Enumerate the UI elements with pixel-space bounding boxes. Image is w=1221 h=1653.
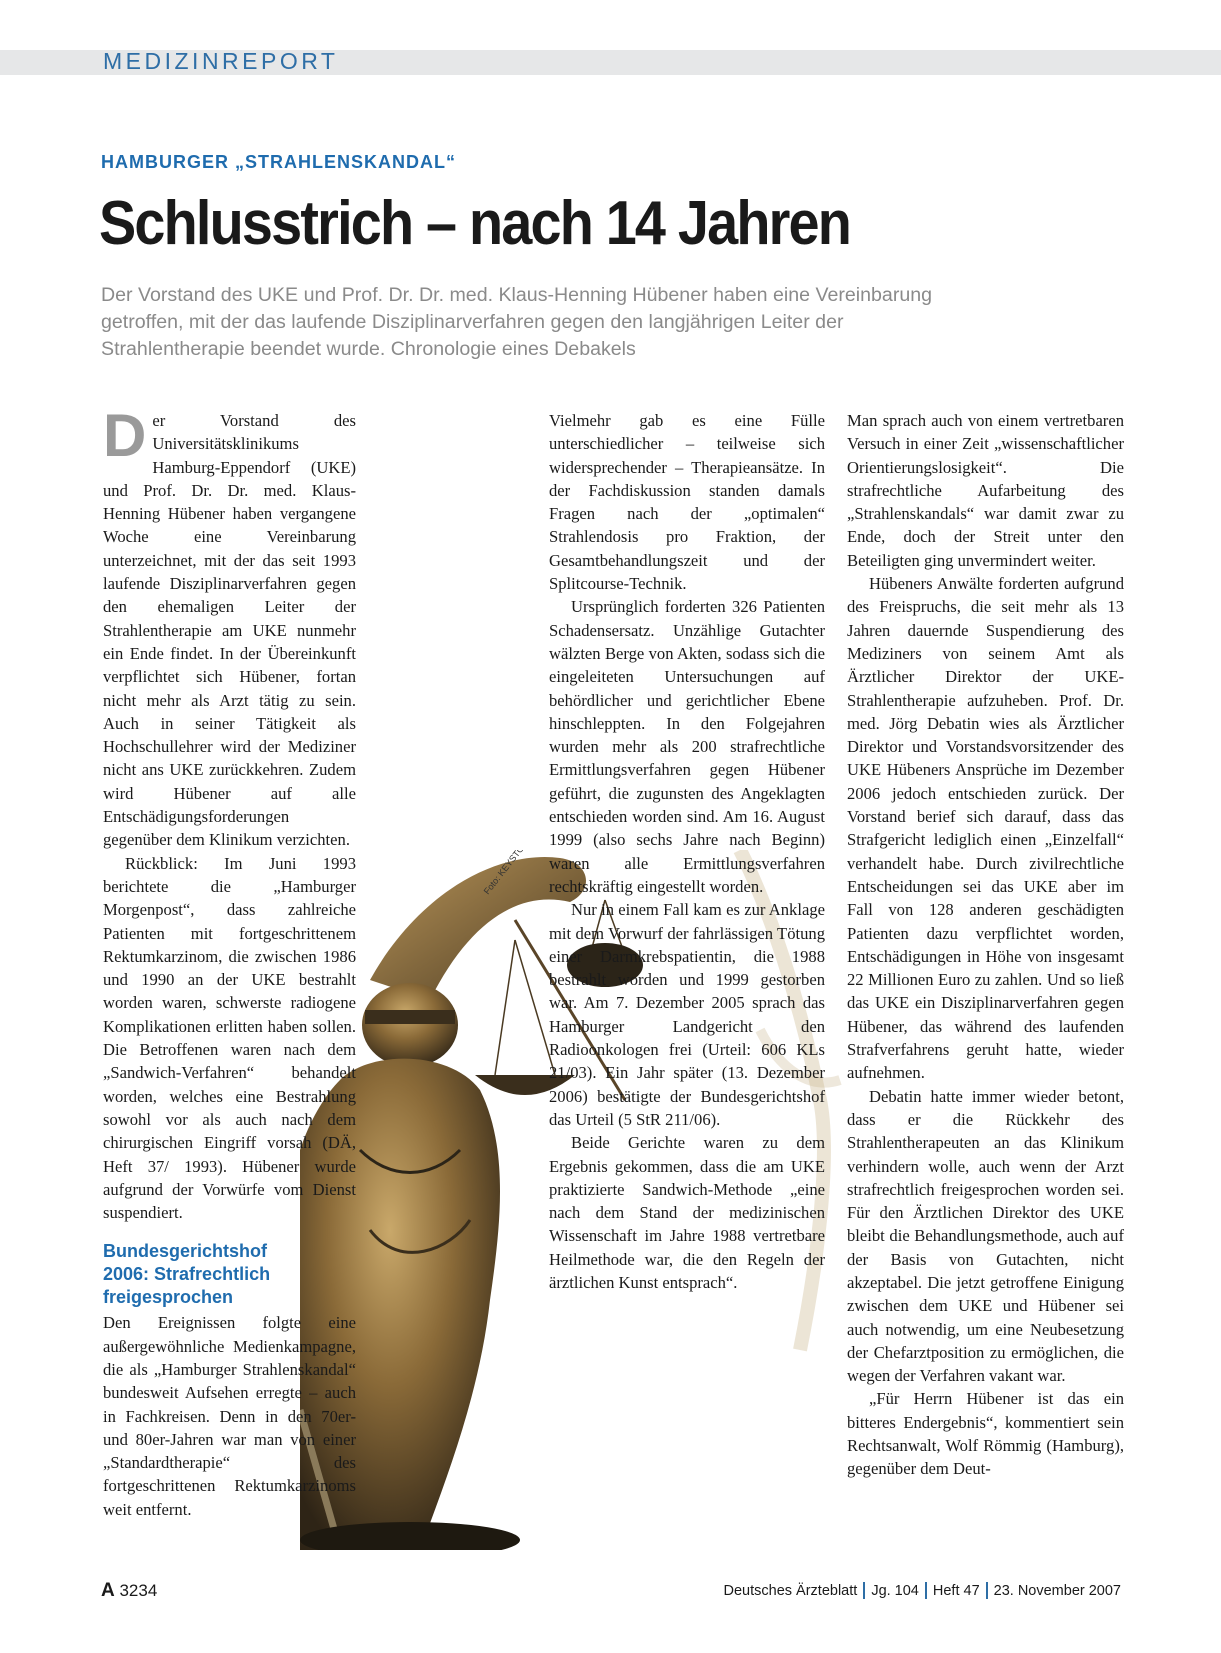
article-kicker: HAMBURGER „STRAHLENSKANDAL“ bbox=[101, 152, 456, 172]
paragraph: Den Ereignissen folgte eine außergewöhnliche Medienkampagne, die als „Hamburger Strahlenskandal“ bundesweit Aufsehen erregte – auch in Fachkreisen. Denn in den 70er- und 80er-Jahren war man von einer „Standardtherapie“ des fortgeschrittenen Rektumkarzinoms weit entfernt. bbox=[103, 1313, 356, 1519]
divider bbox=[986, 1582, 988, 1599]
drop-cap: D bbox=[103, 402, 147, 469]
issue-date: 23. November 2007 bbox=[993, 1582, 1121, 1599]
paragraph: Nur in einem Fall kam es zur Anklage mit dem Vorwurf der fahrlässigen Tötung einer Darmkrebspatientin, die 1988 bestrahlt worden und 1999 gestorben war. Am 7. Dezember 2005 sprach das Hamburger Landgericht den Radioonkologen frei (Urteil: 606 KLs 21/03). Ein Jahr später (13. Dezember 2006) bestätigte der Bundesgerichtshof das Urteil (5 StR 211/06). bbox=[549, 900, 825, 1129]
article-lead: Der Vorstand des UKE und Prof. Dr. Dr. med. Klaus-Henning Hübener haben eine Vereinbarung getroffen, mit der das laufende Disziplinarverfahren gegen den langjährigen Leiter der Strahlentherapie beendet wurde. Chronologie eines Debakels bbox=[101, 284, 933, 360]
paragraph: Der Vorstand des Universitätsklinikums Hamburg-Eppendorf (UKE) und Prof. Dr. Dr. med. Klaus-Henning Hübener haben vergangene Woche eine Vereinbarung unterzeichnet, mit der das seit 1993 laufende Disziplinarverfahren gegen den ehemaligen Leiter der Strahlentherapie am UKE nunmehr ein Ende findet. In der Übereinkunft verpflichtet sich Hübener, fortan nicht mehr als Arzt tätig zu sein. Auch in seiner Tätigkeit als Hochschullehrer wird der Mediziner nicht ans UKE zurückkehren. Zudem wird Hübener auf alle Entschädigungsforderungen gegenüber dem Klinikum verzichten. bbox=[103, 402, 356, 850]
article-headline: Schlusstrich – nach 14 Jahren bbox=[99, 189, 851, 258]
page-number: A 3234 bbox=[101, 1580, 158, 1601]
article-column-3 bbox=[847, 409, 1124, 1481]
article-column-1 bbox=[103, 402, 356, 1521]
paragraph: Hübeners Anwälte forderten aufgrund des Freispruchs, die seit mehr als 13 Jahren dauernde Suspendierung des Mediziners von seinem Amt als Ärztlicher Direktor der UKE-Strahlentherapie aufzuheben. Prof. Dr. med. Jörg Debatin wies als Ärztlicher Direktor und Vorstandsvorsitzender des UKE Hübeners Ansprüche im Dezember 2006 jedoch entschieden zurück. Der Vorstand berief sich darauf, dass das Strafgericht lediglich einen „Einzelfall“ verhandelt habe. Durch zivilrechtliche Entscheidungen sei das UKE aber im Fall von 128 anderen geschädigten Patienten dazu verpflichtet worden, Entschädigungen in Höhe von insgesamt 22 Millionen Euro zu zahlen. Und so ließ das UKE ein Disziplinarverfahren gegen Hübener, das während des laufenden Strafverfahrens geruht hatte, wieder aufnehmen. bbox=[847, 574, 1124, 1083]
section-label: MEDIZINREPORT bbox=[103, 48, 339, 74]
divider bbox=[863, 1582, 865, 1599]
article-column-2 bbox=[549, 409, 825, 1294]
paragraph: Vielmehr gab es eine Fülle unterschiedlicher – teilweise sich widersprechender – Therapieansätze. In der Fachdiskussion standen damals Fragen nach der „optimalen“ Strahlendosis pro Fraktion, der Gesamtbehandlungszeit und der Splitcourse-Technik. bbox=[549, 411, 825, 594]
paragraph: Beide Gerichte waren zu dem Ergebnis gekommen, dass die am UKE praktizierte Sandwich-Methode „eine nach dem Stand der medizinischen Wissenschaft im Jahre 1988 vertretbare Heilmethode war, die den Regeln der ärztlichen Kunst entsprach“. bbox=[549, 1133, 825, 1292]
journal-info bbox=[724, 1582, 1121, 1599]
paragraph: Ursprünglich forderten 326 Patienten Schadensersatz. Unzählige Gutachter wälzten Berge von Akten, sodass sich die eingeleiteten Untersuchungen auf behördlicher und gerichtlicher Ebene hinschleppten. In den Folgejahren wurden mehr als 200 strafrechtliche Ermittlungsverfahren gegen Hübener geführt, die zugunsten des Angeklagten entschieden worden sind. Am 16. August 1999 (also sechs Jahre nach Beginn) waren alle Ermittlungsverfahren rechtskräftig eingestellt worden. bbox=[549, 597, 825, 896]
subheading: Bundesgerichtshof 2006: Strafrechtlich freigesprochen bbox=[103, 1241, 271, 1308]
journal-volume: Jg. 104 bbox=[871, 1582, 919, 1599]
journal-issue: Heft 47 bbox=[932, 1582, 980, 1599]
divider bbox=[925, 1582, 927, 1599]
paragraph: Man sprach auch von einem vertretbaren Versuch in einer Zeit „wissenschaftlicher Orientierungslosigkeit“. Die strafrechtliche Aufarbeitung des „Strahlenskandals“ war damit zwar zu Ende, doch der Streit unter den Beteiligten ging unvermindert weiter. bbox=[847, 411, 1124, 570]
paragraph: Debatin hatte immer wieder betont, dass er die Rückkehr des Strahlentherapeuten an das Klinikum verhindern wolle, auch wenn der Arzt strafrechtlich freigesprochen worden sei. Für den Ärztlichen Direktor des UKE bleibt die Behandlungsmethode, auch auf der Basis von Gutachten, nicht akzeptabel. Die jetzt getroffene Einigung zwischen dem UKE und Hübener sei auch notwendig, um eine Neubesetzung der Chefarztposition zu ermöglichen, die wegen der Verfahren vakant war. bbox=[847, 1086, 1124, 1386]
paragraph: „Für Herrn Hübener ist das ein bitteres Endergebnis“, kommentiert sein Rechtsanwalt, Wolf Römmig (Hamburg), gegenüber dem Deut- bbox=[847, 1389, 1124, 1479]
journal-name: Deutsches Ärzteblatt bbox=[723, 1582, 858, 1599]
paragraph: Rückblick: Im Juni 1993 berichtete die „Hamburger Morgenpost“, dass zahlreiche Patienten mit fortgeschrittenem Rektumkarzinom, die zwischen 1986 und 1990 an der UKE bestrahlt worden waren, schwerste radiogene Komplikationen erlitten haben sollen. Die Betroffenen waren nach dem „Sandwich-Verfahren“ behandelt worden, welches eine Bestrahlung sowohl vor als auch nach dem chirurgischen Eingriff vorsah (DÄ, Heft 37/ 1993). Hübener wurde aufgrund der Vorwürfe vom Dienst suspendiert. bbox=[103, 853, 356, 1223]
